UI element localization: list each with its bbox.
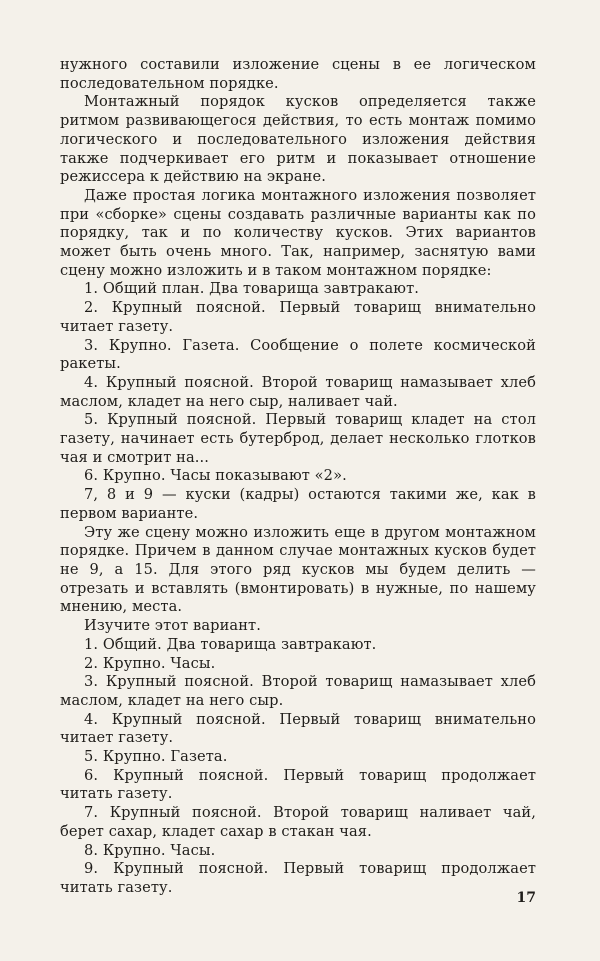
paragraph-continuation: нужного составили изложение сцены в ее логическом последовательном порядке. (60, 56, 536, 92)
list2-item-1: 1. Общий. Два товарища завтракают. (84, 635, 377, 653)
list1-item-2: 2. Крупный поясной. Первый товарищ внимательно читает газету. (60, 299, 536, 335)
list2-item-4: 4. Крупный поясной. Первый товарищ внимательно читает газету. (60, 710, 536, 747)
list1-item-4: 4. Крупный поясной. Второй товарищ намазывает хлеб маслом, кладет на него сыр, наливает чай. (60, 373, 536, 410)
list1-item-5: 5. Крупный поясной. Первый товарищ кладет на стол газету, начинает есть бутерброд, делает несколько глотков чая и смотрит на... (60, 411, 536, 466)
list1-item-1: 1. Общий план. Два товарища завтракают. (84, 280, 419, 298)
list2-item-9: 9. Крупный поясной. Первый товарищ продолжает читать газету. (60, 860, 536, 896)
list1-item-6: 6. Крупно. Часы показывают «2». (84, 467, 347, 485)
list2-item-8: 8. Крупно. Часы. (84, 841, 216, 859)
page-body (60, 56, 536, 898)
list1-item-3: 3. Крупно. Газета. Сообщение о полете космической ракеты. (60, 336, 536, 373)
list2-item-7: 7. Крупный поясной. Второй товарищ наливает чай, берет сахар, кладет сахар в стакан чая. (60, 804, 536, 840)
paragraph-study-variant: Изучите этот вариант. (84, 617, 261, 635)
list1-item-7: 7, 8 и 9 — куски (кадры) остаются такими же, как в первом варианте. (60, 486, 536, 522)
page-number: 17 (516, 890, 536, 906)
paragraph-second-order: Эту же сцену можно изложить еще в другом монтажном порядке. Причем в данном случае монтажных кусков будет не 9, а 15. Для этого ряд кусков мы будем делить — отрезать и вставлять (вмонтировать) в нужные, по нашему мнению, места. (60, 523, 536, 616)
paragraph-variants: Даже простая логика монтажного изложения позволяет при «сборке» сцены создавать различные варианты как по порядку, так и по количеству кусков. Этих вариантов может быть очень много. Так, например, заснятую вами сцену можно изложить и в таком монтажном порядке: (60, 186, 536, 279)
list2-item-2: 2. Крупно. Часы. (84, 654, 216, 672)
list2-item-6: 6. Крупный поясной. Первый товарищ продолжает читать газету. (60, 766, 536, 803)
list2-item-5: 5. Крупно. Газета. (84, 748, 228, 766)
paragraph-montage-rhythm: Монтажный порядок кусков определяется также ритмом развивающегося действия, то есть монтаж помимо логического и последовательного изложения действия также подчеркивает его ритм и показывает отношение режиссера к действию на экране. (60, 93, 536, 186)
list2-item-3: 3. Крупный поясной. Второй товарищ намазывает хлеб маслом, кладет на него сыр. (60, 673, 536, 709)
